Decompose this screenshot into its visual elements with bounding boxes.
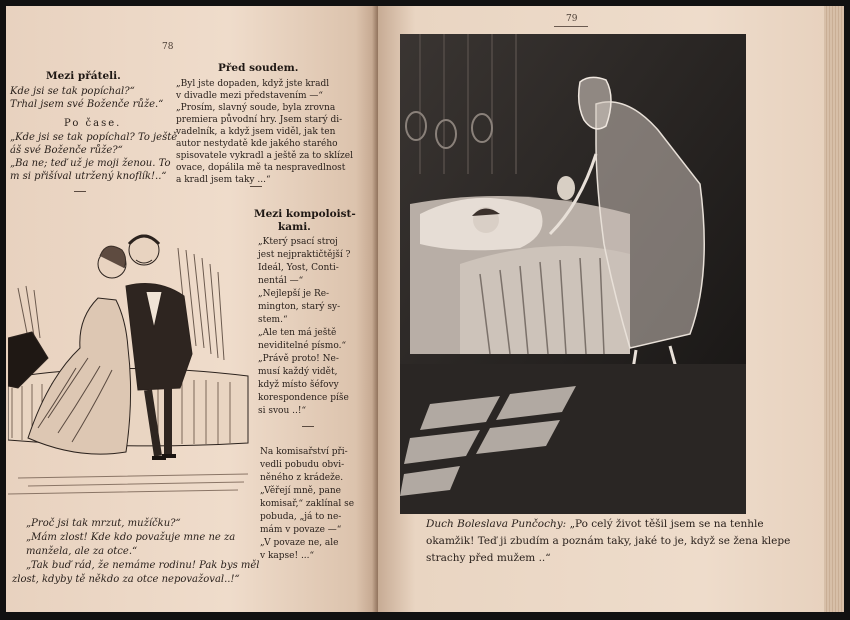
text-line: Na komisařství při-: [260, 447, 348, 457]
text-line: v kapse! ...“: [260, 551, 315, 561]
text-line: „Věřejí mně, pane: [260, 486, 341, 496]
left-page: [6, 6, 378, 612]
page-number-left: 78: [162, 42, 174, 52]
open-book: [6, 6, 844, 612]
text-line: „Který psací stroj: [258, 237, 338, 247]
right-page: [378, 6, 844, 612]
text-line: si svou ..!“: [258, 406, 307, 416]
text-line: mám v povaze —“: [260, 525, 342, 535]
text-line: áš své Boženče růže?“: [10, 145, 123, 156]
divider: [302, 426, 314, 427]
text-line: nentál —“: [258, 276, 304, 286]
text-line: komisař,“ zaklínal se: [260, 499, 355, 509]
text-line: stem.“: [258, 315, 288, 325]
text-line: pobuda, „já to ne-: [260, 512, 342, 522]
caption-line: „Mám zlost! Kde kdo považuje mne ne za: [26, 532, 236, 543]
divider: [74, 191, 86, 192]
text-line: „Byl jste dopaden, když jste kradl: [176, 79, 330, 89]
text-line: premiera původní hry. Jsem starý di-: [176, 115, 343, 125]
text-line: spisovatele vykradl a ještě za to sklízel: [176, 151, 353, 161]
divider: [250, 186, 262, 187]
caption-line: manžela, ale za otce.“: [26, 546, 138, 557]
text-line: vedli pobudu obvi-: [260, 460, 345, 470]
text-line: m si přišíval utržený knoflík!..“: [10, 171, 167, 182]
text-line: „Právě proto! Ne-: [258, 354, 339, 364]
text-line: „Prosím, slavný soude, byla zrovna: [176, 103, 336, 113]
text-line: ovace, dopálila mě ta nespravedlnost: [176, 163, 346, 173]
text-line: musí každý vidět,: [258, 367, 338, 377]
rule: [554, 26, 588, 27]
couple-illustration: [8, 228, 254, 508]
text-line: mington, starý sy-: [258, 302, 341, 312]
text-line: korespondence píše: [258, 393, 349, 403]
heading-mezi-kompoloistkami-2: kami.: [278, 221, 311, 233]
text-line: „Kde jsi se tak popíchal? To ještě: [10, 132, 178, 143]
caption-line-1: [426, 518, 764, 531]
ghost-illustration: [400, 34, 746, 514]
caption-line: zlost, kdyby tě někdo za otce nepovažoval..!“: [12, 574, 240, 585]
caption-speaker: Duch Boleslava Punčochy:: [426, 518, 567, 530]
caption-line: „Proč jsi tak mrzut, mužíčku?“: [26, 518, 181, 529]
text-line: Trhal jsem své Boženče růže.“: [10, 99, 164, 110]
caption-text: „Po celý život těšil jsem se na tenhle: [569, 518, 764, 530]
caption-line-2: okamžik! Teď ji zbudím a poznám taky, jaké to je, když se žena klepe: [426, 535, 791, 547]
text-line: autor nestydatě kde jakého starého: [176, 139, 338, 149]
heading-pred-soudem: Před soudem.: [218, 62, 299, 74]
page-edges: [824, 6, 844, 612]
text-line: „Nejlepší je Re-: [258, 289, 330, 299]
text-line: a kradl jsem taky ...“: [176, 175, 271, 185]
subheading-po-case: Po čase.: [64, 118, 122, 129]
text-line: „Ba ne; teď už je moji ženou. To: [10, 158, 171, 169]
text-line: vadelník, a když jsem viděl, jak ten: [176, 127, 336, 137]
page-number-right: 79: [566, 14, 578, 24]
caption-line: „Tak buď rád, že nemáme rodinu! Pak bys měl: [26, 560, 260, 571]
text-line: něného z krádeže.: [260, 473, 344, 483]
heading-mezi-kompoloistkami: Mezi kompoloist-: [254, 208, 356, 220]
text-line: „V povaze ne, ale: [260, 538, 339, 548]
text-line: neviditelné písmo.“: [258, 341, 347, 351]
text-line: když místo šéfovy: [258, 380, 339, 390]
text-line: Kde jsi se tak popíchal?“: [10, 86, 135, 97]
caption-line-3: strachy před mužem ..“: [426, 552, 551, 564]
text-line: v divadle mezi představením —“: [176, 91, 324, 101]
text-line: „Ale ten má ještě: [258, 328, 337, 338]
text-line: Ideál, Yost, Conti-: [258, 263, 339, 273]
text-line: jest nejpraktičtější ?: [258, 250, 351, 260]
heading-mezi-prateli: Mezi přáteli.: [46, 70, 121, 82]
